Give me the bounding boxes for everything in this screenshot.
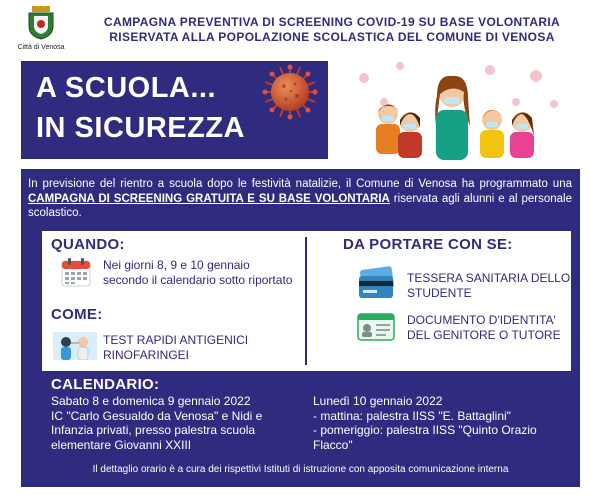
footer-note: Il dettaglio orario è a cura dei rispettivi Istituti di istruzione con apposita comunicazione interna [92, 464, 509, 475]
calendar-icon [60, 256, 92, 288]
documento-text: DOCUMENTO D'IDENTITA' DEL GENITORE O TUTORE [407, 313, 561, 342]
rapid-test-icon [53, 332, 97, 360]
calendario-right-morning: - mattina: palestra IISS "E. Battaglini" [313, 408, 511, 423]
calendario-right [313, 394, 563, 452]
header-line-2: RISERVATA ALLA POPOLAZIONE SCOLASTICA DEL COMUNE DI VENOSA [109, 30, 555, 44]
info-divider [305, 237, 307, 365]
calendario-left [51, 394, 303, 452]
header-line-1: CAMPAGNA PREVENTIVA DI SCREENING COVID-19 SU BASE VOLONTARIA [103, 15, 561, 29]
calendario-left-text: IC "Carlo Gesualdo da Venosa" e Nidi e Infanzia privati, presso palestra scuola elementare Giovanni XXIII [51, 408, 263, 452]
calendario-left-date: Sabato 8 e domenica 9 gennaio 2022 [51, 394, 251, 408]
portare-title: DA PORTARE CON SE: [343, 236, 513, 253]
city-label: Città di Venosa [17, 44, 65, 51]
calendario-right-afternoon: - pomeriggio: palestra IISS "Quinto Orazio Flacco" [313, 423, 537, 452]
id-card-icon [357, 313, 395, 341]
tessera-text: TESSERA SANITARIA DELLO STUDENTE [407, 271, 571, 300]
virus-icon [262, 64, 318, 120]
come-title: COME: [51, 306, 103, 323]
title-line-1: A SCUOLA... [36, 72, 217, 104]
intro-text-start: In previsione del rientro a scuola dopo le festività natalizie, il Comune di Venosa ha programmato una [28, 178, 572, 190]
city-crest-icon [26, 6, 56, 40]
quando-text: Nei giorni 8, 9 e 10 gennaio secondo il calendario sotto riportato [103, 258, 293, 287]
intro-paragraph [28, 177, 572, 221]
calendario-title: CALENDARIO: [51, 376, 160, 393]
intro-text-end: riservata agli alunni e al personale scolastico. [28, 192, 572, 219]
calendario-right-date: Lunedì 10 gennaio 2022 [313, 394, 443, 408]
quando-title: QUANDO: [51, 236, 125, 253]
children-illustration [340, 56, 570, 162]
come-text: TEST RAPIDI ANTIGENICI RINOFARINGEI [103, 333, 249, 362]
intro-highlight: CAMPAGNA DI SCREENING GRATUITA E SU BASE VOLONTARIA [28, 192, 390, 205]
title-line-2: IN SICUREZZA [36, 112, 245, 144]
health-card-icon [357, 266, 395, 302]
